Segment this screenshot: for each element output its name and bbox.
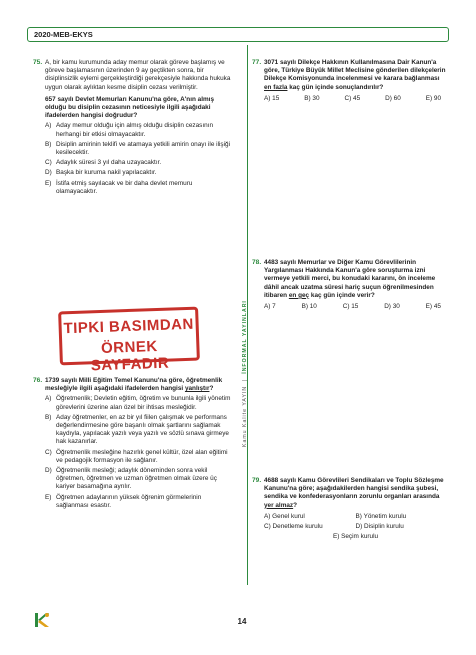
option-d[interactable]: D) Disiplin kurulu	[355, 523, 404, 531]
question-75	[33, 59, 233, 196]
question-76	[33, 377, 233, 510]
question-stem: 4688 sayılı Kamu Görevlileri Sendikaları ve Toplu Sözleşme Kanunu'na göre; aşağıdakilerden hangisi sendika şubesi, sendika ve konfederasyonların zorunlu organları arasında yer almaz?	[264, 477, 444, 509]
option-c[interactable]: C) 15	[342, 303, 359, 311]
option-d[interactable]: D) 30	[384, 303, 400, 311]
question-stem: 657 sayılı Devlet Memurları Kanunu'na göre, A'nın almış olduğu bu disiplin cezasının neticesiyle ilgili aşağıdaki ifadelerden hangisi doğrudur?	[45, 95, 215, 120]
exam-title: 2020-MEB-EKYS	[34, 30, 93, 39]
question-number: 77.	[252, 59, 262, 66]
question-stem: 3071 sayılı Dilekçe Hakkının Kullanılmasına Dair Kanun'a göre, Türkiye Büyük Millet Meclisine gönderilen dilekçelerin Dilekçe Komisyonunda incelenmesi ve karara bağlanması en fazla kaç gün içinde sonuçlandırılır?	[264, 59, 446, 91]
page-frame	[27, 27, 449, 647]
option-b[interactable]: B) Aday öğretmenler, en az bir yıl fiilen çalışmak ve performans değerlendirmesine göre başarılı olmak şartlarını sağlamak kaydıyla, yapılacak yazılı veya yazılı ve sözlü sınava girmeye hak kazanırlar.	[45, 413, 229, 446]
option-e[interactable]: E) İstifa etmiş sayılacak ve bir daha devlet memuru olamayacaktır.	[45, 179, 193, 195]
question-number: 76.	[33, 377, 43, 384]
question-stem: 1739 sayılı Milli Eğitim Temel Kanunu'na göre, öğretmenlik mesleğiyle ilgili aşağıdaki ifadelerden hangisi yanlıştır?	[45, 377, 223, 393]
publisher-vertical-text: Kamu Kalite YAYIN | İNFORMAL YAYINLARI	[242, 300, 248, 447]
option-e[interactable]: E) Öğretmen adaylarının yüksek öğrenim görmelerinin sağlanması esastır.	[45, 493, 202, 509]
option-c[interactable]: C) Denetleme kurulu	[264, 523, 323, 531]
option-b[interactable]: B) 10	[301, 303, 317, 311]
option-a[interactable]: A) Öğretmenlik; Devletin eğitim, öğretim ve bununla ilgili yönetim görevlerini üzerine alan özel bir ihtisas mesleğidir.	[45, 395, 231, 411]
option-e[interactable]: E) 45	[425, 303, 441, 311]
option-d[interactable]: D) Öğretmenlik mesleği; adaylık döneminden sonra vekil öğretmen, öğretmen ve uzman öğretmen olmak üzere üç kariyer basamağına ayrılır.	[45, 467, 217, 491]
page-number: 14	[237, 617, 247, 626]
options-list	[45, 395, 233, 510]
question-77	[252, 59, 447, 103]
options-list	[264, 95, 447, 103]
publisher-logo	[31, 611, 53, 635]
question-number: 78.	[252, 259, 262, 266]
page-header	[27, 27, 449, 42]
options-list	[45, 122, 233, 196]
option-c[interactable]: C) Öğretmenlik mesleğine hazırlık genel kültür, özel alan eğitimi ve pedagojik formasyon ile sağlanır.	[45, 448, 228, 464]
sample-page-stamp	[58, 307, 200, 375]
question-number: 75.	[33, 59, 43, 66]
option-d[interactable]: D) 60	[385, 94, 401, 102]
question-intro: A, bir kamu kurumunda aday memur olarak göreve başlamış ve göreve başlamasının üzerinden 9 ay geçtikten sonra, bir disiplinsizlik eylemi gerçekleştirdiği gerekçesiyle hakkında hukuka uygun olarak aylıktan kesme disiplin cezası verilmiştir.	[45, 59, 231, 91]
stamp-line-2: ÖRNEK SAYFADIR	[90, 338, 170, 375]
stamp-line-1: TIPKI BASIMDAN	[63, 315, 195, 338]
option-a[interactable]: A) Aday memur olduğu için almış olduğu disiplin cezasının herhangi bir etkisi olmayacaktır.	[45, 122, 214, 138]
question-number: 79.	[252, 477, 262, 484]
question-79	[252, 477, 447, 541]
option-d[interactable]: D) Başka bir kuruma nakil yapılacaktır.	[45, 169, 157, 177]
options-list	[264, 303, 447, 311]
option-c[interactable]: C) Adaylık süresi 3 yıl daha uzayacaktır.	[45, 159, 162, 167]
question-78	[252, 259, 447, 311]
option-a[interactable]: A) 15	[264, 94, 280, 102]
option-b[interactable]: B) Yönetim kurulu	[355, 512, 407, 520]
question-stem: 4483 sayılı Memurlar ve Diğer Kamu Görevlilerinin Yargılanması Hakkında Kanun'a göre soruşturma izni vermeye yetkili merci, bu konudaki kararını, ön inceleme dâhil ancak uzatma süresi hariç suçun öğrenilmesinden itibaren en geç kaç gün içinde verir?	[264, 259, 436, 299]
options-list	[264, 513, 447, 542]
option-b[interactable]: B) 30	[304, 94, 320, 102]
option-a[interactable]: A) Genel kurul	[264, 512, 305, 520]
option-c[interactable]: C) 45	[344, 94, 361, 102]
option-a[interactable]: A) 7	[264, 303, 276, 311]
option-b[interactable]: B) Disiplin amirinin teklifi ve atamaya yetkili amirin onayı ile ilişiği kesilecektir.	[45, 140, 231, 157]
option-e[interactable]: E) 90	[425, 94, 441, 102]
option-e[interactable]: E) Seçim kurulu	[332, 533, 379, 541]
